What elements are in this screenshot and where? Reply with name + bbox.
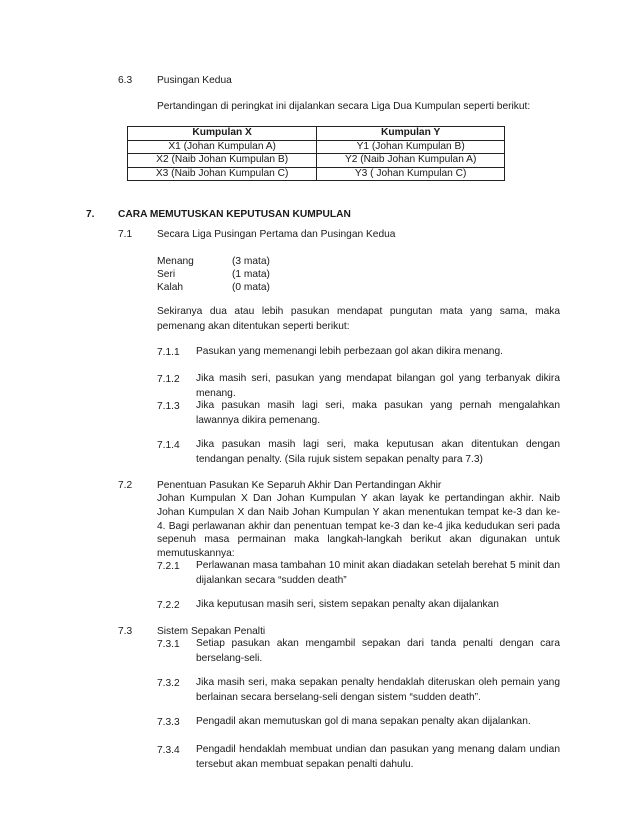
item-text: Pasukan yang memenangi lebih perbezaan gol akan dikira menang. <box>196 346 503 357</box>
section-7-1-number: 7.1 <box>118 229 133 240</box>
table-cell: X2 (Naib Johan Kumpulan B) <box>128 154 317 168</box>
table-cell: Y1 (Johan Kumpulan B) <box>317 140 505 154</box>
points-value: (3 mata) <box>232 256 270 267</box>
section-7-1-title: Secara Liga Pusingan Pertama dan Pusingan Kedua <box>157 229 396 240</box>
item-text: Pengadil hendaklah membuat undian dan pasukan yang menang dalam undian tersebut akan membuat sepakan penalti dahulu. <box>196 744 560 770</box>
item-number: 7.2.2 <box>157 600 180 611</box>
points-label: Menang <box>157 256 194 267</box>
item-text: Jika pasukan masih lagi seri, maka pasukan yang pernah mengalahkan lawannya dikira pemenang. <box>196 400 560 426</box>
item-number: 7.1.4 <box>157 440 180 451</box>
item-number: 7.1.1 <box>157 347 180 358</box>
table-row <box>128 167 505 181</box>
table-cell: Y2 (Naib Johan Kumpulan A) <box>317 154 505 168</box>
section-7-2-paragraph: Johan Kumpulan X Dan Johan Kumpulan Y akan layak ke pertandingan akhir. Naib Johan Kumpulan X dan Naib Johan Kumpulan Y akan menentukan tempat ke-3 dan ke-4. Bagi perlawanan akhir dan penentuan tempat ke-3 dan ke-4 jika kedudukan seri pada sepenuh masa permainan maka langkah-langkah berikut akan digunakan untuk memutuskannya: <box>157 493 560 560</box>
item-number: 7.3.2 <box>157 678 180 689</box>
item-text: Jika keputusan masih seri, sistem sepakan penalty akan dijalankan <box>196 599 499 610</box>
section-7-3-title: Sistem Sepakan Penalti <box>157 626 266 637</box>
section-6-3-number: 6.3 <box>118 75 133 86</box>
points-value: (0 mata) <box>232 282 270 293</box>
section-7-1-paragraph: Sekiranya dua atau lebih pasukan mendapat pungutan mata yang sama, maka pemenang akan ditentukan seperti berikut: <box>157 306 560 332</box>
group-table-header-y: Kumpulan Y <box>317 127 505 141</box>
item-text: Jika masih seri, maka sepakan penalty hendaklah diteruskan oleh pemain yang berlainan secara berselang-seli dengan sistem “sudden death”. <box>196 677 560 703</box>
item-text: Pengadil akan memutuskan gol di mana sepakan penalty akan dijalankan. <box>196 716 531 727</box>
table-cell: X1 (Johan Kumpulan A) <box>128 140 317 154</box>
table-cell: X3 (Naib Johan Kumpulan C) <box>128 167 317 181</box>
item-text: Jika masih seri, pasukan yang mendapat bilangan gol yang terbanyak dikira menang. <box>196 373 560 399</box>
section-7-2-title: Penentuan Pasukan Ke Separuh Akhir Dan Pertandingan Akhir <box>157 480 442 491</box>
item-number: 7.3.3 <box>157 717 180 728</box>
item-number: 7.3.1 <box>157 639 180 650</box>
group-table <box>127 126 505 181</box>
table-row <box>128 140 505 154</box>
item-number: 7.2.1 <box>157 561 180 572</box>
section-7-2-number: 7.2 <box>118 480 133 491</box>
item-number: 7.3.4 <box>157 745 180 756</box>
points-label: Seri <box>157 269 176 280</box>
table-row <box>128 154 505 168</box>
item-text: Setiap pasukan akan mengambil sepakan dari tanda penalti dengan cara berselang-seli. <box>196 638 560 664</box>
section-7-3-number: 7.3 <box>118 626 133 637</box>
section-6-3-title: Pusingan Kedua <box>157 75 232 86</box>
section-7-heading: CARA MEMUTUSKAN KEPUTUSAN KUMPULAN <box>118 209 351 220</box>
table-cell: Y3 ( Johan Kumpulan C) <box>317 167 505 181</box>
section-7-number: 7. <box>86 209 95 220</box>
item-number: 7.1.3 <box>157 401 180 412</box>
item-text: Perlawanan masa tambahan 10 minit akan diadakan setelah berehat 5 minit dan dijalankan secara “sudden death” <box>196 560 560 586</box>
points-label: Kalah <box>157 282 184 293</box>
group-table-header-x: Kumpulan X <box>128 127 317 141</box>
section-6-3-intro: Pertandingan di peringkat ini dijalankan secara Liga Dua Kumpulan seperti berikut: <box>157 101 531 112</box>
group-table-header-row <box>128 127 505 141</box>
item-number: 7.1.2 <box>157 374 180 385</box>
points-value: (1 mata) <box>232 269 270 280</box>
item-text: Jika pasukan masih lagi seri, maka keputusan akan ditentukan dengan tendangan penalty. (Sila rujuk sistem sepakan penalty para 7.3) <box>196 439 560 465</box>
